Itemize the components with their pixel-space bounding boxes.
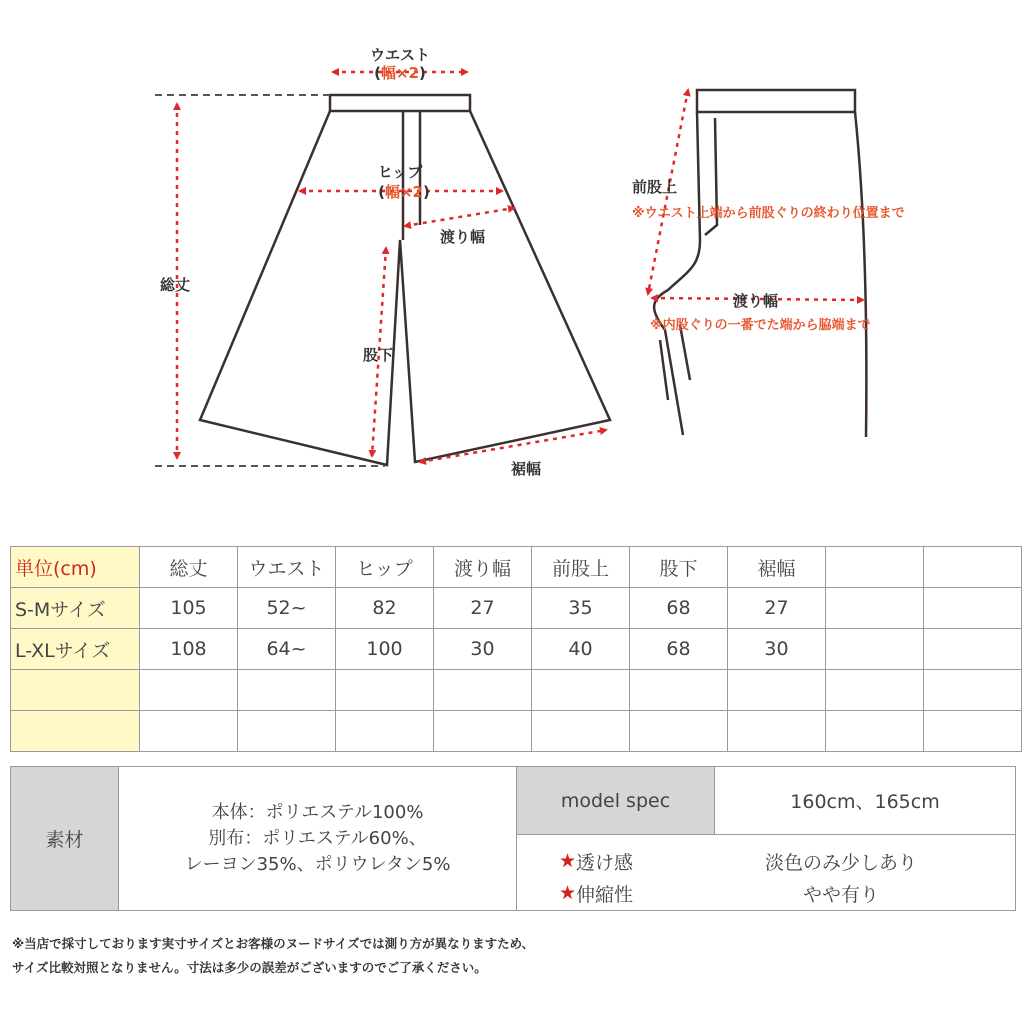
value-cell (630, 670, 728, 711)
pants-illustration (0, 0, 1024, 510)
value-cell: 30 (728, 629, 826, 670)
feature-name: 透け感 (576, 851, 634, 874)
value-cell: 68 (630, 588, 728, 629)
waist-note-text: 幅×2 (380, 64, 420, 82)
front-pants-outline (200, 95, 610, 465)
value-cell (924, 629, 1022, 670)
disclaimer-note (12, 932, 534, 980)
value-cell (728, 711, 826, 752)
measurement-diagram (0, 0, 1024, 510)
value-cell (826, 588, 924, 629)
size-table (10, 546, 1022, 752)
hip-note: (幅×2) (378, 183, 430, 201)
measurement-arrows (177, 72, 863, 462)
header-cell: 渡り幅 (434, 547, 532, 588)
size-table-header (11, 547, 1022, 588)
value-cell (336, 711, 434, 752)
side-thigh-note: ※内股ぐりの一番でた端から脇端まで (650, 318, 871, 333)
waist-label: ウエスト (369, 46, 431, 64)
value-cell (336, 670, 434, 711)
material-line: 別布：ポリエステル60%、 (208, 827, 427, 849)
inseam-label: 股下 (363, 346, 394, 364)
value-cell (826, 670, 924, 711)
feature-name: 伸縮性 (576, 883, 634, 906)
feature-sheer-value: 淡色のみ少しあり (764, 851, 917, 874)
star-icon: ★ (559, 882, 577, 904)
side-pants-outline (654, 90, 866, 437)
thigh-label: 渡り幅 (440, 228, 486, 246)
value-cell (728, 670, 826, 711)
header-cell (924, 547, 1022, 588)
value-cell (924, 711, 1022, 752)
front-rise-note: ※ウエスト上端から前股ぐりの終わり位置まで (632, 206, 905, 221)
value-cell: 35 (532, 588, 630, 629)
unit-cell: 単位(cm) (11, 547, 140, 588)
model-spec-label: model spec (517, 767, 715, 835)
table-row (11, 670, 1022, 711)
note-line: ※当店で採寸しております実寸サイズとお客様のヌードサイズでは測り方が異なりますため、 (12, 936, 535, 951)
value-cell: 27 (434, 588, 532, 629)
note-line: サイズ比較対照となりません。寸法は多少の誤差がございますのでご了承ください。 (12, 960, 487, 975)
feature-sheer-name (559, 847, 633, 875)
material-line: 本体：ポリエステル100% (211, 801, 424, 823)
material-content (119, 767, 517, 910)
value-cell (826, 629, 924, 670)
value-cell (238, 670, 336, 711)
value-cell (532, 711, 630, 752)
hem-label: 裾幅 (511, 460, 542, 478)
material-spec-box (10, 766, 1016, 911)
value-cell (826, 711, 924, 752)
value-cell (630, 711, 728, 752)
value-cell (434, 670, 532, 711)
header-cell: ウエスト (238, 547, 336, 588)
size-name-cell: L-XLサイズ (11, 629, 140, 670)
header-cell (826, 547, 924, 588)
header-cell: 前股上 (532, 547, 630, 588)
value-cell (532, 670, 630, 711)
header-cell: ヒップ (336, 547, 434, 588)
size-name-cell (11, 711, 140, 752)
value-cell: 82 (336, 588, 434, 629)
table-row (11, 711, 1022, 752)
value-cell: 40 (532, 629, 630, 670)
model-spec-value: 160cm、165cm (715, 767, 1015, 835)
size-name-cell: S-Mサイズ (11, 588, 140, 629)
header-cell: 裾幅 (728, 547, 826, 588)
hip-note-text: 幅×2 (384, 183, 424, 201)
value-cell: 100 (336, 629, 434, 670)
size-name-cell (11, 670, 140, 711)
material-label: 素材 (11, 767, 119, 910)
waist-note: (幅×2) (374, 64, 426, 82)
feature-stretch-name (559, 879, 633, 907)
header-cell: 総丈 (140, 547, 238, 588)
table-row (11, 588, 1022, 629)
value-cell: 27 (728, 588, 826, 629)
value-cell: 105 (140, 588, 238, 629)
hip-label: ヒップ (377, 163, 423, 181)
value-cell (140, 670, 238, 711)
value-cell (924, 588, 1022, 629)
star-icon: ★ (559, 850, 577, 872)
value-cell (434, 711, 532, 752)
feature-stretch-value: やや有り (802, 883, 879, 906)
table-row (11, 629, 1022, 670)
header-cell: 股下 (630, 547, 728, 588)
material-line: レーヨン35%、ポリウレタン5% (184, 853, 451, 875)
value-cell: 52~ (238, 588, 336, 629)
value-cell: 108 (140, 629, 238, 670)
value-cell: 64~ (238, 629, 336, 670)
length-label: 総丈 (160, 276, 191, 294)
value-cell (238, 711, 336, 752)
value-cell (924, 670, 1022, 711)
front-rise-label: 前股上 (632, 178, 678, 196)
value-cell (140, 711, 238, 752)
value-cell: 30 (434, 629, 532, 670)
side-thigh-label: 渡り幅 (733, 292, 779, 310)
value-cell: 68 (630, 629, 728, 670)
